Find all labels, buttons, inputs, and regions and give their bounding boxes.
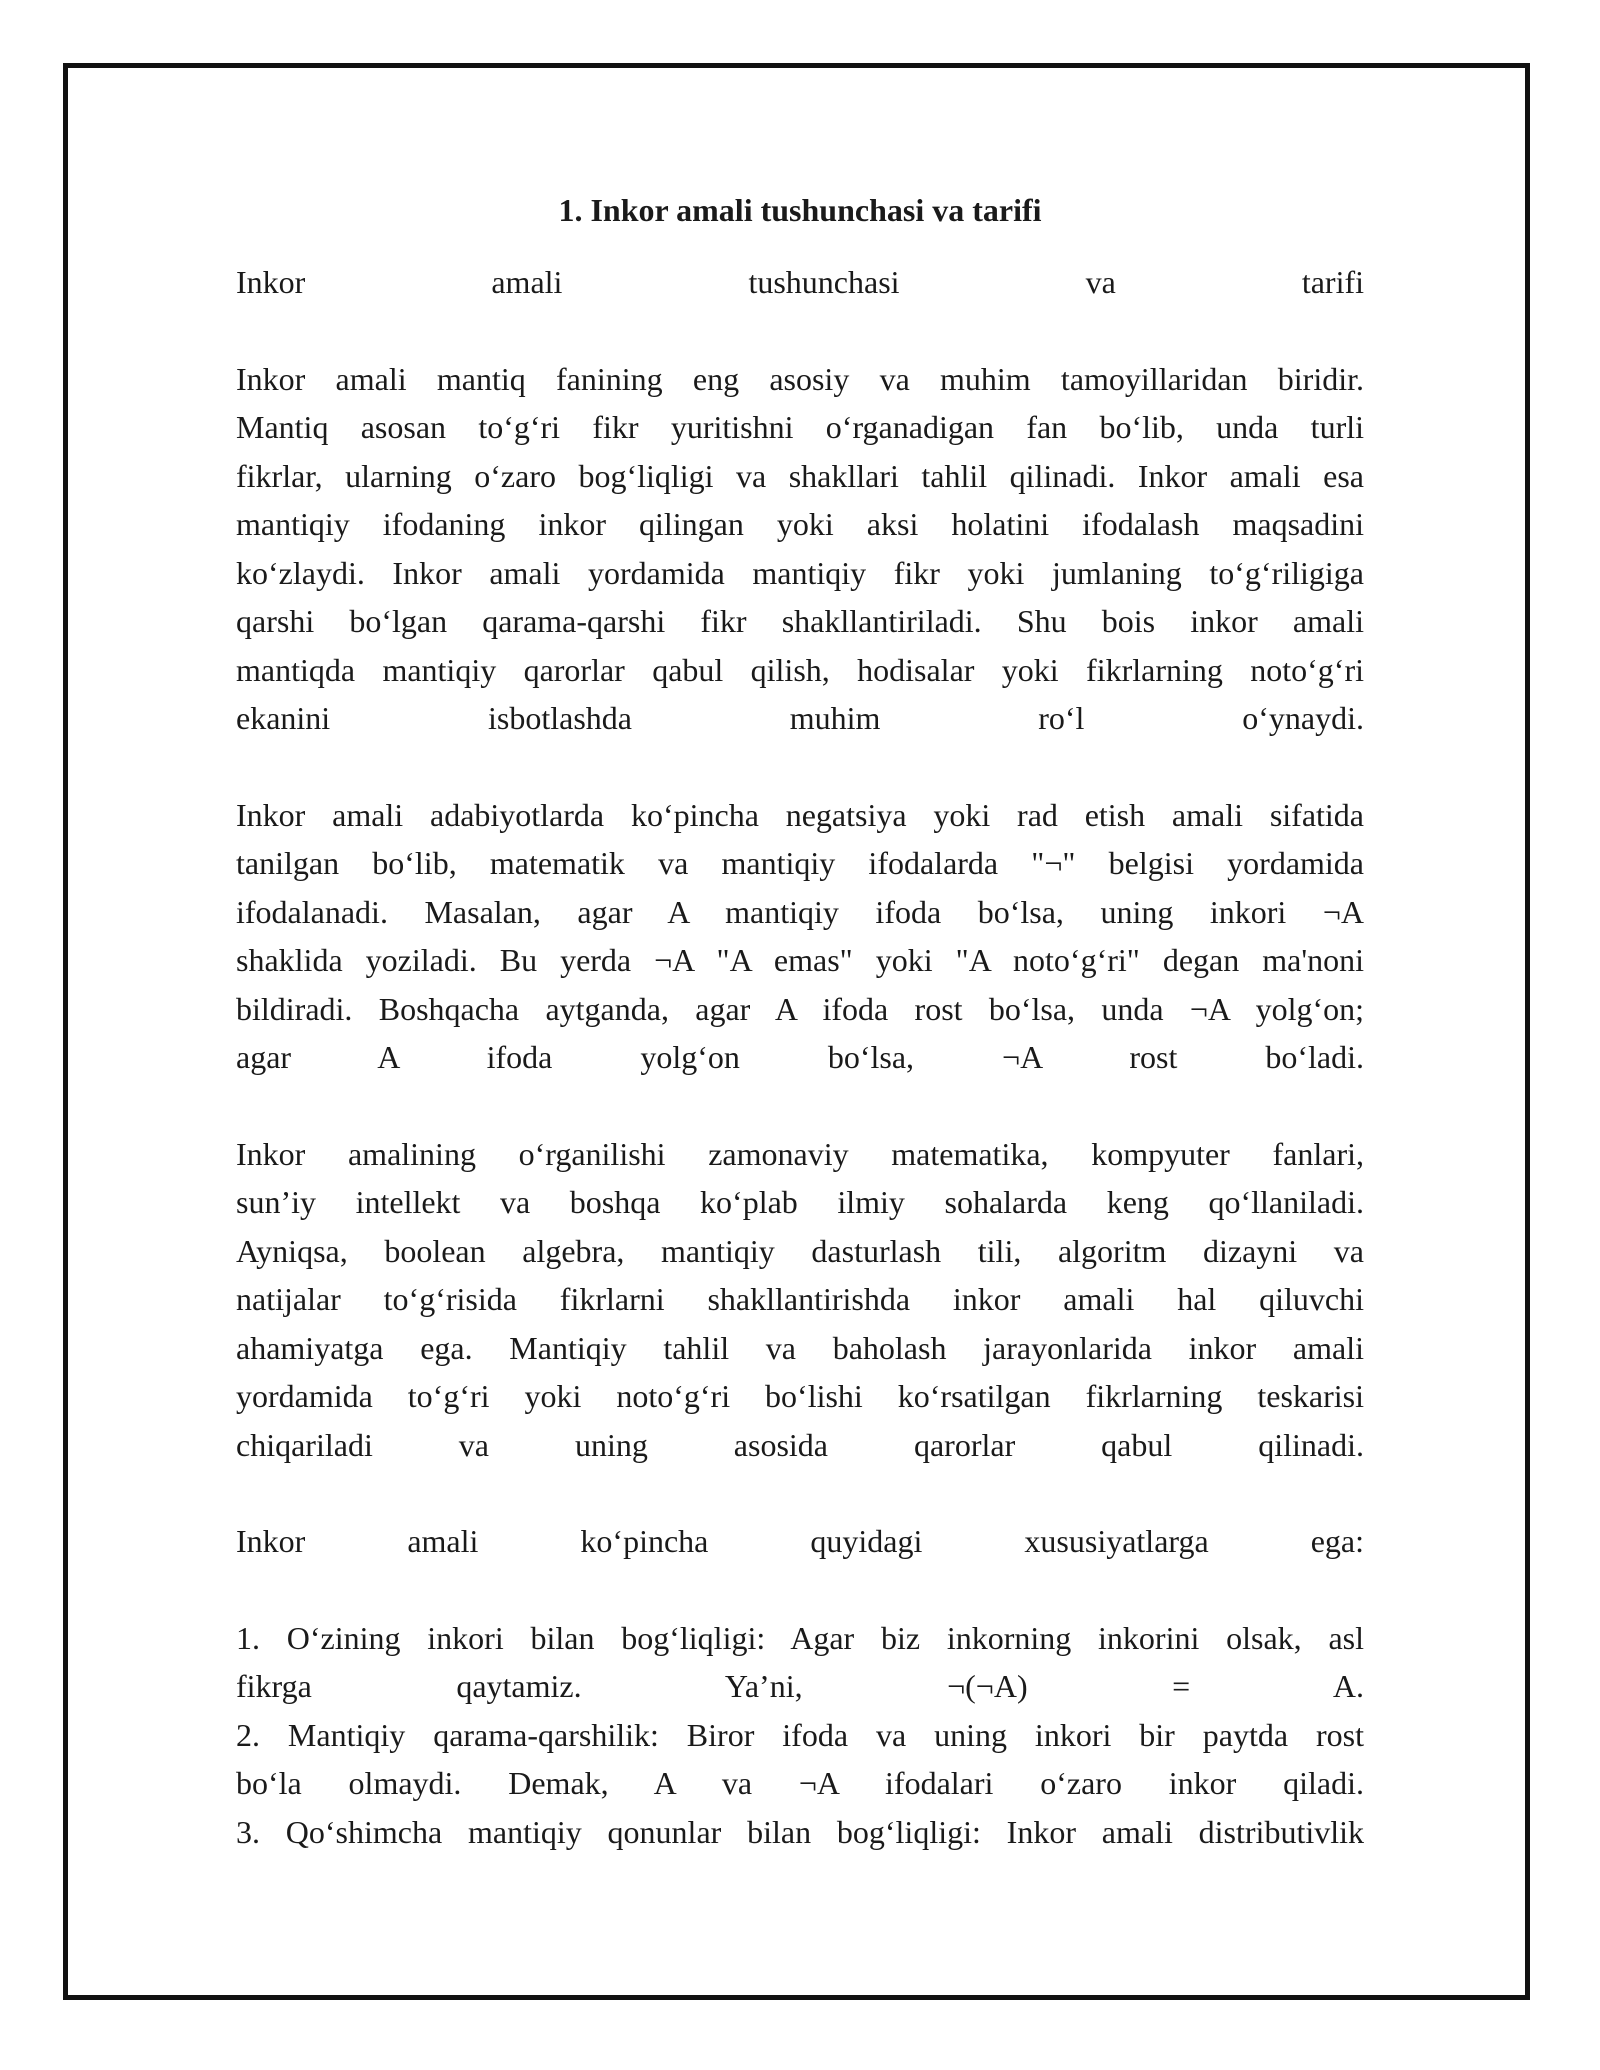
paragraph-line: shaklida yoziladi. Bu yerda ¬A "A emas" yoki "A noto‘g‘ri" degan ma'noni [236, 942, 1364, 978]
paragraph-2 [236, 791, 1364, 1082]
document-heading: 1. Inkor amali tushunchasi va tarifi [558, 192, 1042, 228]
paragraph-line: qarshi bo‘lgan qarama-qarshi fikr shakllantiriladi. Shu bois inkor amali [236, 603, 1364, 639]
paragraph-line: ko‘zlaydi. Inkor amali yordamida mantiqiy fikr yoki jumlaning to‘g‘riligiga [236, 554, 1364, 591]
paragraph-line: bildiradi. Boshqacha aytganda, agar A ifoda rost bo‘lsa, unda ¬A yolg‘on; [236, 990, 1364, 1027]
paragraph-line: Inkor amali adabiyotlarda ko‘pincha negatsiya yoki rad etish amali sifatida [236, 796, 1364, 833]
paragraph-line: ahamiyatga ega. Mantiqiy tahlil va baholash jarayonlarida inkor amali [236, 1329, 1364, 1366]
paragraph-line: ekanini isbotlashda muhim ro‘l o‘ynaydi. [236, 700, 1364, 736]
paragraph-line: natijalar to‘g‘risida fikrlarni shakllantirishda inkor amali hal qiluvchi [236, 1281, 1364, 1317]
paragraph-line: fikrlar, ularning o‘zaro bog‘liqligi va shakllari tahlil qilinadi. Inkor amali esa [236, 457, 1364, 494]
paragraph-4 [236, 1517, 1364, 1566]
paragraph-line: sun’iy intellekt va boshqa ko‘plab ilmiy sohalarda keng qo‘llaniladi. [236, 1184, 1364, 1220]
paragraph-line: Inkor amali ko‘pincha quyidagi xususiyatlarga ega: [236, 1523, 1364, 1559]
list-line: bo‘la olmaydi. Demak, A va ¬A ifodalari o‘zaro inkor qiladi. [236, 1765, 1364, 1801]
paragraph-line: tanilgan bo‘lib, matematik va mantiqiy ifodalarda "¬" belgisi yordamida [236, 845, 1364, 881]
paragraph-line: mantiqda mantiqiy qarorlar qabul qilish, hodisalar yoki fikrlarning noto‘g‘ri [236, 651, 1364, 688]
subtitle-line [236, 258, 1364, 307]
properties-list [236, 1614, 1364, 1857]
paragraph-line: Inkor amali mantiq fanining eng asosiy va muhim tamoyillaridan biridir. [236, 360, 1364, 397]
list-line: 1. O‘zining inkori bilan bog‘liqligi: Agar biz inkorning inkorini olsak, asl [236, 1619, 1364, 1656]
paragraph-line: agar A ifoda yolg‘on bo‘lsa, ¬A rost bo‘ladi. [236, 1039, 1364, 1075]
paragraph-line: mantiqiy ifodaning inkor qilingan yoki aksi holatini ifodalash maqsadini [236, 506, 1364, 542]
list-line: 3. Qo‘shimcha mantiqiy qonunlar bilan bog‘liqligi: Inkor amali distributivlik [236, 1813, 1364, 1850]
paragraph-line: Inkor amalining o‘rganilishi zamonaviy matematika, kompyuter fanlari, [236, 1135, 1364, 1172]
paragraph-3 [236, 1130, 1364, 1470]
paragraph-line: Mantiq asosan to‘g‘ri fikr yuritishni o‘rganadigan fan bo‘lib, unda turli [236, 409, 1364, 445]
list-line: fikrga qaytamiz. Ya’ni, ¬(¬A) = A. [236, 1668, 1364, 1704]
subtitle-text: Inkor amali tushunchasi va tarifi [236, 264, 1364, 300]
paragraph-line: yordamida to‘g‘ri yoki noto‘g‘ri bo‘lishi ko‘rsatilgan fikrlarning teskarisi [236, 1378, 1364, 1414]
paragraph-1 [236, 355, 1364, 743]
paragraph-line: ifodalanadi. Masalan, agar A mantiqiy ifoda bo‘lsa, uning inkori ¬A [236, 893, 1364, 930]
list-line: 2. Mantiqiy qarama-qarshilik: Biror ifoda va uning inkori bir paytda rost [236, 1716, 1364, 1753]
paragraph-line: Ayniqsa, boolean algebra, mantiqiy dasturlash tili, algoritm dizayni va [236, 1232, 1364, 1269]
paragraph-line: chiqariladi va uning asosida qarorlar qabul qilinadi. [236, 1426, 1364, 1463]
document-body [236, 186, 1364, 1856]
